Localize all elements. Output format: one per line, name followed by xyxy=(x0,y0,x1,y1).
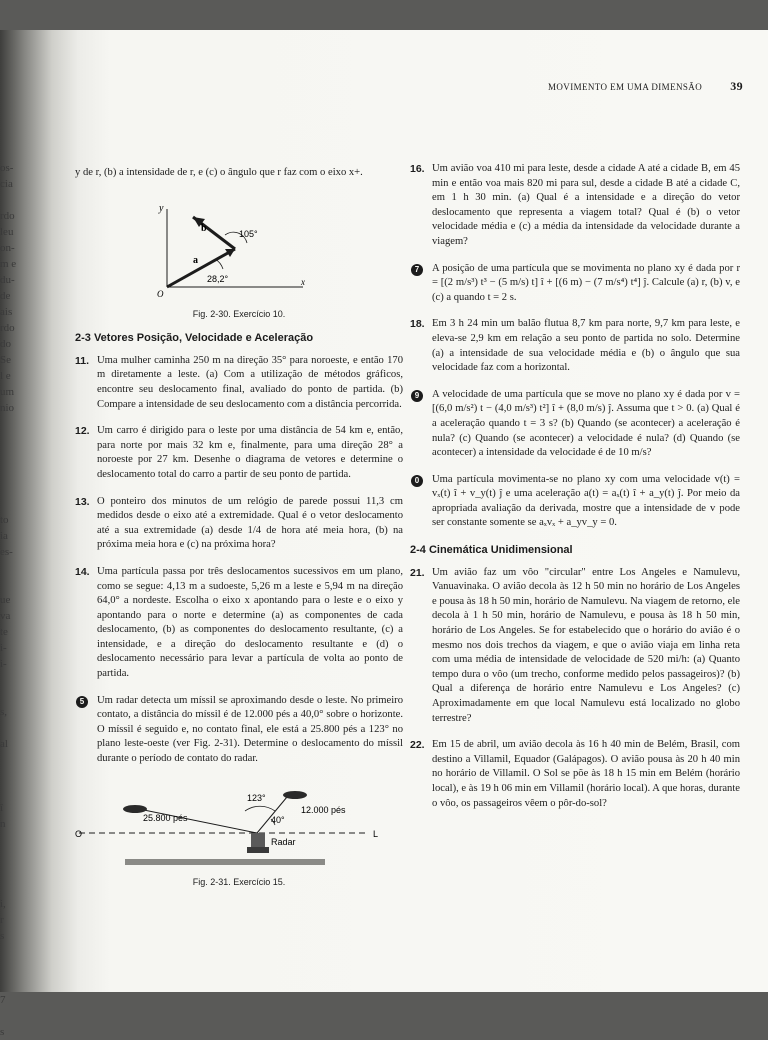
margin-fragment xyxy=(0,480,18,496)
chapter-title: MOVIMENTO EM UMA DIMENSÃO xyxy=(548,82,703,92)
problem-number-badge: 5 xyxy=(76,696,88,708)
margin-fragment: to xyxy=(0,514,9,526)
fig31-angle-40: 40° xyxy=(271,814,285,825)
right-problem-list xyxy=(410,162,740,531)
book-page xyxy=(0,30,768,1038)
problem-text: Em 15 de abril, um avião decola às 16 h 40 min de Belém, Brasil, com destino a Villamil, Equador (Galápagos). O avião pousa às 20 h 40 min no horário de Villamil. O Sol se põe às 18 h 15 min em Belém (horário local), e às 19 h 06 min em Villamil (horário local). A que horas, durante o vôo, os passageiros vêem o pôr-do-sol? xyxy=(432,739,740,809)
fig30-origin-label: O xyxy=(157,288,164,299)
problem-item xyxy=(410,388,740,461)
margin-fragment xyxy=(0,720,18,736)
problem-text: Um carro é dirigido para o leste por uma distância de 54 km e, então, para norte por mais 32 km e, finalmente, para uma direção 28° a noroeste por 27 km. Desenhe o diagrama de vetores e determine o deslocamento total do carro a partir de seu ponto de partida. xyxy=(97,425,403,480)
running-header xyxy=(548,79,743,93)
problem-number-badge: 9 xyxy=(411,390,423,402)
margin-fragment xyxy=(0,576,18,592)
margin-fragment: n xyxy=(0,818,6,830)
previous-page-edge xyxy=(0,160,18,1040)
margin-fragment: ue xyxy=(0,594,11,606)
problem-item xyxy=(410,317,740,375)
margin-fragment: du- xyxy=(0,274,15,286)
left-column xyxy=(75,166,403,899)
fig31-radar-label: Radar xyxy=(271,836,296,847)
margin-fragment: ais xyxy=(0,306,13,318)
fig30-x-label: x xyxy=(301,276,305,287)
problem-number: 14. xyxy=(75,565,90,578)
figure-2-30-caption: Fig. 2-30. Exercício 10. xyxy=(192,308,286,319)
figure-2-31 xyxy=(75,779,403,873)
problem-text: Um radar detecta um míssil se aproximando desde o leste. No primeiro contato, a distância do míssil é de 12.000 pés a 40,0° sobre o horizonte. O míssil é seguido e, no contato final, ele está a 25.800 pés a 123° no plano leste-oeste (ver Fig. 2-31). Determine o deslocamento do míssil durante o período de contato do radar. xyxy=(97,694,403,765)
margin-fragment: al xyxy=(0,738,8,750)
problem-text: Uma partícula passa por três deslocamentos sucessivos em um plano, como se segue: 4,13 m a sudoeste, 5,26 m a leste e 5,94 m na direção 64,0° a nordeste. Escolha o eixo x apontando para o leste e o eixo y apontando para o norte e determine (a) as componentes de cada deslocamento, (b) as componentes do deslocamento resultante, (c) a intensidade, e a direção do deslocamento resultante e (d) o deslocamento necessário para levar a partícula de volta ao ponto de partida. xyxy=(97,565,403,680)
margin-fragment: es- xyxy=(0,546,13,558)
problem-text: A velocidade de uma partícula que se move no plano xy é dada por v = [(6,0 m/s²) t − (4,0 m/s³) t²] î + (8,0 m/s) ĵ. Assuma que t > 0. (a) Qual é a aceleração quando t = 3 s? (b) Quando (se acontecer) a aceleração é nula? (c) Quando (se acontecer) a velocidade é nula? (d) Quando (se acontecer) a intensidade da velocidade é de 10 m/s? xyxy=(432,388,740,459)
fig30-b-label: b xyxy=(201,222,207,234)
problem-number: 12. xyxy=(75,425,90,438)
problem-text: Um avião faz um vôo "circular" entre Los Angeles e Namulevu, Vanuavinaka. O avião decola às 12 h 50 min no horário de Los Angeles e pousa às 18 h 50 min, horário de Namulevu. Na viagem de retorno, ele decola à 1 h 50 min, horário de Namulevu, e pousa às 18 h 50 min, horário de Los Angeles. Se for estabelecido que o horário do avião é o mesmo nos dois trechos da viagem, e que o avião viaja em linha reta com uma média de intensidade de velocidade de 520 mi/h: (a) Quanto tempo dura o vôo (um trecho, conforme medido pelos passageiros)? (b) Qual a diferença de horário entre Namulevu e Los Angeles? (c) Aproximadamente em que local Namulevu está localizado no globo terrestre? xyxy=(432,566,740,724)
margin-fragment xyxy=(0,944,18,960)
problem-item xyxy=(410,262,740,306)
margin-fragment: do xyxy=(0,338,11,350)
margin-fragment xyxy=(0,560,18,576)
problem-number: 11. xyxy=(75,354,90,367)
margin-fragment: on- xyxy=(0,242,15,254)
margin-fragment: s, xyxy=(0,706,8,718)
problem-number: 13. xyxy=(75,495,90,508)
problem-item xyxy=(75,495,403,553)
margin-fragment: 7 xyxy=(0,994,6,1006)
problem-number-badge: 0 xyxy=(411,475,423,487)
margin-fragment xyxy=(0,832,18,848)
section-heading-2-3: 2-3 Vetores Posição, Velocidade e Aceleração xyxy=(75,332,314,345)
problem-number: 16. xyxy=(410,163,425,175)
fig30-y-label: y xyxy=(159,202,164,214)
margin-fragment xyxy=(0,1008,18,1024)
margin-fragment: va xyxy=(0,610,11,622)
margin-fragment: ia xyxy=(0,530,8,542)
margin-fragment: l e xyxy=(0,370,11,382)
problem-text: A posição de uma partícula que se movimenta no plano xy é dada por r = [(2 m/s³) t³ − (5 m/s) t] î + [(6 m) − (7 m/s⁴) t⁴] ĵ. Calcule (a) r, (b) v, e (c) a quando t = 2 s. xyxy=(432,262,740,303)
problem-item xyxy=(410,738,740,811)
margin-fragment xyxy=(0,752,18,768)
margin-fragment xyxy=(0,416,18,432)
problem-item xyxy=(75,424,403,482)
margin-fragment xyxy=(0,784,18,800)
margin-fragment: s xyxy=(0,1026,5,1038)
problem-item xyxy=(410,473,740,531)
margin-fragment: s xyxy=(0,930,5,942)
margin-fragment: leu xyxy=(0,226,14,238)
margin-fragment: i- xyxy=(0,658,7,670)
problem-item xyxy=(410,162,740,250)
fig30-a-label: a xyxy=(193,254,198,266)
figure-2-30 xyxy=(75,187,403,305)
margin-fragment: cia xyxy=(0,178,13,190)
problem-number: 18. xyxy=(410,318,425,331)
margin-fragment: de xyxy=(0,290,11,302)
right-problem-list-2 xyxy=(410,566,740,812)
left-problem-list xyxy=(75,354,403,767)
fig31-angle-123: 123° xyxy=(247,792,266,803)
problem-item xyxy=(75,565,403,682)
margin-fragment xyxy=(0,688,18,704)
margin-fragment: um xyxy=(0,386,15,398)
margin-fragment: r xyxy=(0,914,4,926)
margin-fragment: Se xyxy=(0,354,11,366)
figure-2-31-caption: Fig. 2-31. Exercício 15. xyxy=(192,876,286,887)
fig30-angle-105: 105° xyxy=(239,228,258,239)
fig31-distance-25800: 25.800 pés xyxy=(143,812,188,823)
margin-fragment xyxy=(0,192,18,208)
problem-text: O ponteiro dos minutos de um relógio de parede possui 11,3 cm medidos desde o eixo até a extremidade. Qual é o vetor deslocamento até a sua extremidade (a) desde 1/4 de hora até meia hora, (b) na próxima meia hora e (c) na próxima hora? xyxy=(97,495,403,551)
margin-fragment xyxy=(0,880,18,896)
margin-fragment xyxy=(0,768,18,784)
fig30-angle-28: 28,2° xyxy=(207,273,229,284)
problem-item xyxy=(75,354,403,412)
margin-fragment xyxy=(0,496,18,512)
fig31-distance-12000: 12.000 pés xyxy=(301,804,346,815)
margin-fragment: os- xyxy=(0,162,14,174)
margin-fragment xyxy=(0,672,18,688)
margin-fragment xyxy=(0,448,18,464)
margin-fragment: i, xyxy=(0,898,6,910)
margin-fragment: rdo xyxy=(0,210,15,222)
right-column xyxy=(410,162,740,823)
problem-item xyxy=(410,566,740,727)
problem-text: Em 3 h 24 min um balão flutua 8,7 km para norte, 9,7 km para leste, e eleva-se 2,9 km em relação a seu ponto de partida no solo. Determine (a) a intensidade de sua velocidade média e (b) o ângulo que sua velocidade faz com a horizontal. xyxy=(432,318,740,374)
margin-fragment: nio xyxy=(0,402,15,414)
problem-number: 21. xyxy=(410,566,425,579)
margin-fragment xyxy=(0,848,18,864)
margin-fragment xyxy=(0,864,18,880)
margin-fragment: i- xyxy=(0,642,7,654)
problem-number: 22. xyxy=(410,739,425,752)
margin-fragment xyxy=(0,464,18,480)
problem-continuation: y de r, (b) a intensidade de r, e (c) o ângulo que r faz com o eixo x+. xyxy=(75,167,363,178)
margin-fragment xyxy=(0,976,18,992)
problem-text: Um avião voa 410 mi para leste, desde a cidade A até a cidade B, em 45 min e então voa mais 820 mi para sul, desde a cidade B até a cidade C, em 1 h 30 min. (a) Qual é a intensidade e a direção do vetor deslocamento que representa a viagem total? Qual é (b) o vetor velocidade média e (c) a média da intensidade da velocidade durante a viagem? xyxy=(432,163,740,247)
margin-fragment: m e xyxy=(0,258,17,270)
problem-text: Uma partícula movimenta-se no plano xy com uma velocidade v(t) = vₓ(t) î + v_y(t) ĵ e uma aceleração a(t) = aₓ(t) î + a_y(t) ĵ. Por meio da apropriada avaliação da derivada, mostre que a intensidade de v pode ser constante somente se aₓvₓ + a_yv_y = 0. xyxy=(432,473,740,529)
margin-fragment: î xyxy=(0,802,4,814)
margin-fragment xyxy=(0,960,18,976)
problem-item xyxy=(75,694,403,767)
margin-fragment: rdo xyxy=(0,322,15,334)
fig31-west-label: O xyxy=(75,828,83,839)
section-heading-2-4: 2-4 Cinemática Unidimensional xyxy=(410,544,573,557)
margin-fragment: te xyxy=(0,626,8,638)
problem-number-badge: 7 xyxy=(411,264,423,276)
margin-fragment xyxy=(0,432,18,448)
problem-text: Uma mulher caminha 250 m na direção 35° para noroeste, e então 170 m diretamente a leste. (a) Com a utilização de métodos gráficos, encontre seu deslocamento final, avaliado do ponto de partida. (b) Compare a intensidade de seu deslocamento com a distância percorrida. xyxy=(97,354,403,410)
fig31-east-label: L xyxy=(373,828,379,839)
page-number: 39 xyxy=(730,79,743,93)
